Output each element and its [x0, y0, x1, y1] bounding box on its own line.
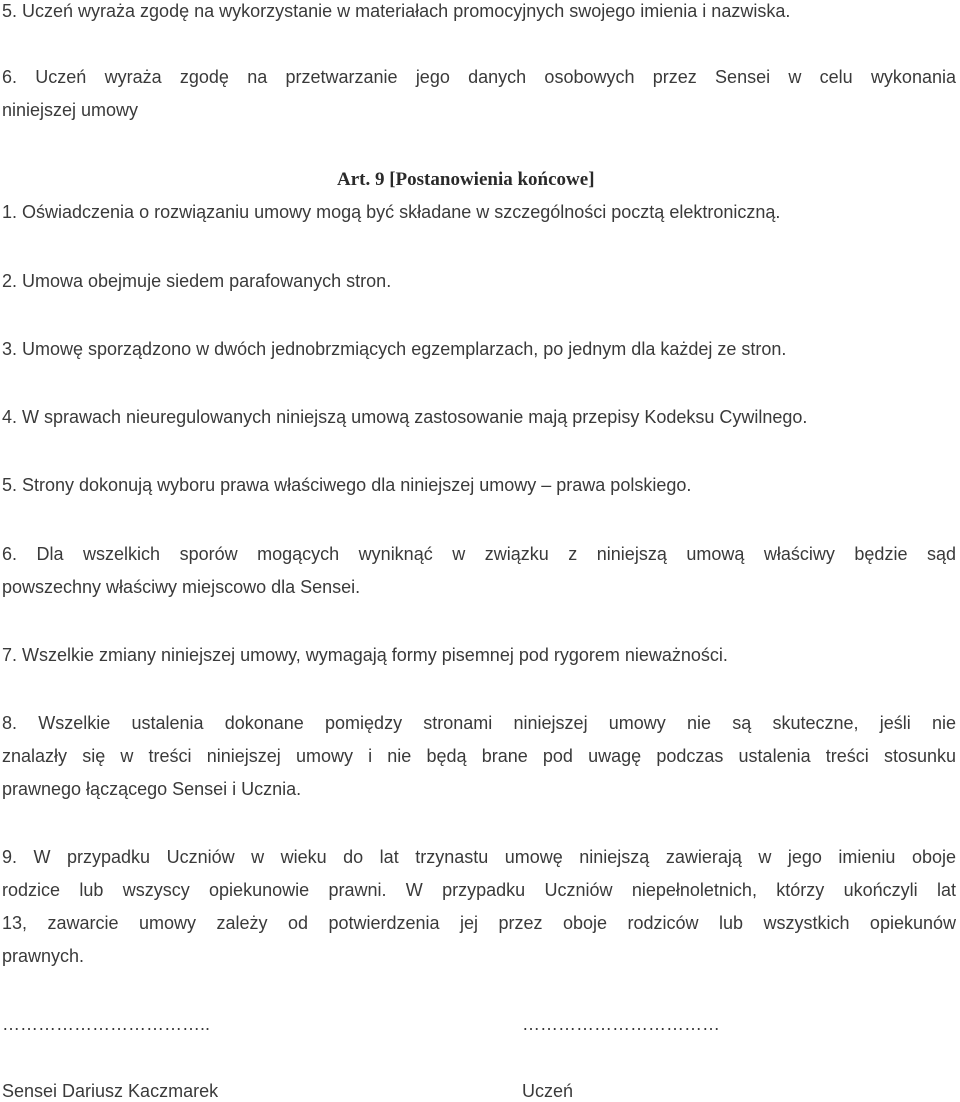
final-provision-9-line-4: prawnych. — [2, 946, 85, 966]
signature-label-student: Uczeń — [522, 1081, 574, 1101]
final-provision-8-line-3: prawnego łączącego Sensei i Ucznia. — [2, 779, 302, 799]
final-provision-8-line-2: znalazły się w treści niniejszej umowy i nie będą brane pod uwagę podczas ustalenia treści stosunku — [2, 746, 956, 766]
final-provision-9-line-1: 9. W przypadku Uczniów w wieku do lat trzynastu umowę niniejszą zawierają w jego imieniu oboje — [2, 847, 956, 867]
final-provision-5: 5. Strony dokonują wyboru prawa właściwego dla niniejszej umowy – prawa polskiego. — [2, 475, 692, 495]
signature-label-sensei: Sensei Dariusz Kaczmarek — [2, 1081, 219, 1101]
final-provision-4: 4. W sprawach nieuregulowanych niniejszą umową zastosowanie mają przepisy Kodeksu Cywilnego. — [2, 407, 808, 427]
final-provision-9-line-3: 13, zawarcie umowy zależy od potwierdzenia jej przez oboje rodziców lub wszystkich opiekunów — [2, 913, 956, 933]
final-provision-3: 3. Umowę sporządzono w dwóch jednobrzmiących egzemplarzach, po jednym dla każdej ze stron. — [2, 339, 787, 359]
final-provision-6-line-2: powszechny właściwy miejscowo dla Sensei. — [2, 577, 361, 597]
final-provision-2: 2. Umowa obejmuje siedem parafowanych stron. — [2, 271, 392, 291]
previous-item-6-line-1: 6. Uczeń wyraża zgodę na przetwarzanie jego danych osobowych przez Sensei w celu wykonania — [2, 67, 956, 87]
final-provision-8-line-1: 8. Wszelkie ustalenia dokonane pomiędzy stronami niniejszej umowy nie są skuteczne, jeśli nie — [2, 713, 956, 733]
signature-line-student: …………………………… — [522, 1014, 720, 1034]
final-provision-6-line-1: 6. Dla wszelkich sporów mogących wyniknąć w związku z niniejszą umową właściwy będzie sąd — [2, 544, 956, 564]
final-provision-9-line-2: rodzice lub wszyscy opiekunowie prawni. W przypadku Uczniów niepełnoletnich, którzy ukończyli lat — [2, 880, 956, 900]
signature-line-sensei: …………………………….. — [2, 1014, 211, 1034]
article-9-heading: Art. 9 [Postanowienia końcowe] — [337, 169, 595, 190]
previous-item-6-line-2: niniejszej umowy — [2, 100, 139, 120]
previous-item-5: 5. Uczeń wyraża zgodę na wykorzystanie w materiałach promocyjnych swojego imienia i nazwiska. — [2, 1, 791, 21]
final-provision-7: 7. Wszelkie zmiany niniejszej umowy, wymagają formy pisemnej pod rygorem nieważności. — [2, 645, 728, 665]
final-provision-1: 1. Oświadczenia o rozwiązaniu umowy mogą być składane w szczególności pocztą elektroniczną. — [2, 202, 781, 222]
